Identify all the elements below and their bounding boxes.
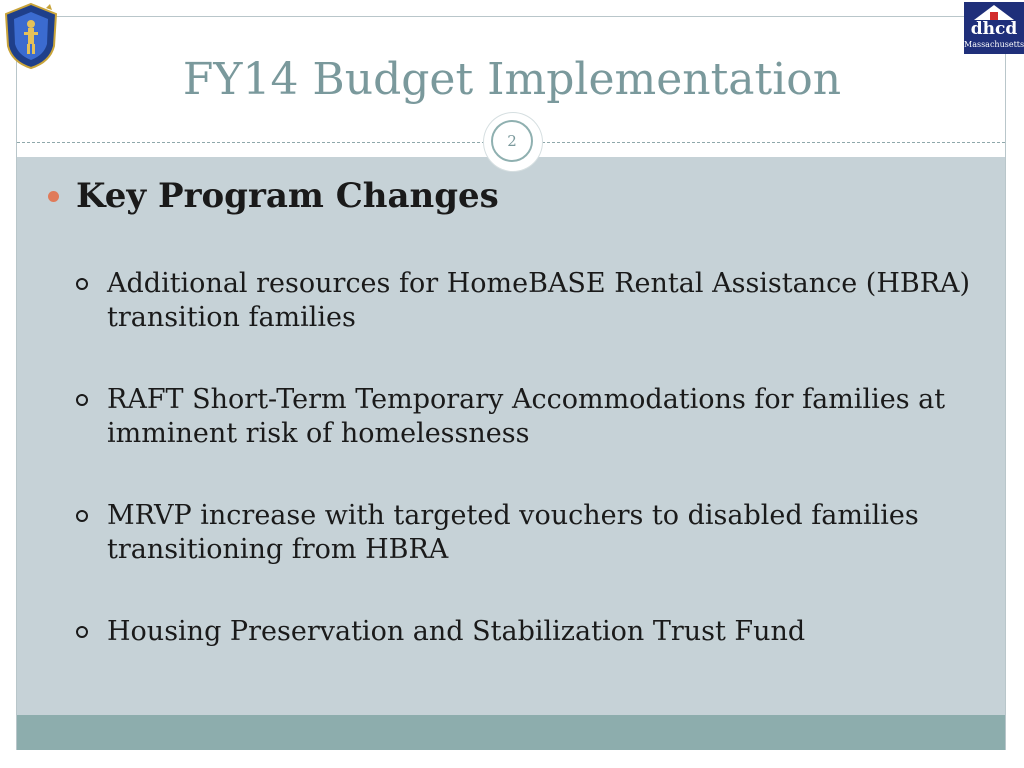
circle-bullet-icon (76, 278, 88, 290)
slide-title: FY14 Budget Implementation (182, 54, 842, 105)
logo-text-dhcd: dhcd (970, 19, 1018, 39)
list-item-text: Additional resources for HomeBASE Rental Assistance (HBRA) transition families (107, 268, 971, 333)
list-item-text: RAFT Short-Term Temporary Accommodations for families at imminent risk of homelessness (107, 384, 946, 449)
circle-bullet-icon (76, 626, 88, 638)
circle-bullet-icon (76, 394, 88, 406)
section-heading: Key Program Changes (76, 176, 499, 216)
list-item-text: Housing Preservation and Stabilization Trust Fund (107, 616, 806, 647)
dhcd-logo (964, 2, 1024, 54)
page-number-badge (484, 113, 542, 171)
circle-bullet-icon (76, 510, 88, 522)
list-item-text: MRVP increase with targeted vouchers to disabled families transitioning from HBRA (107, 500, 919, 565)
bullet-dot-icon (48, 191, 59, 202)
footer-band (17, 715, 1005, 750)
logo-text-state: Massachusetts (964, 40, 1024, 49)
page-number: 2 (491, 120, 533, 162)
